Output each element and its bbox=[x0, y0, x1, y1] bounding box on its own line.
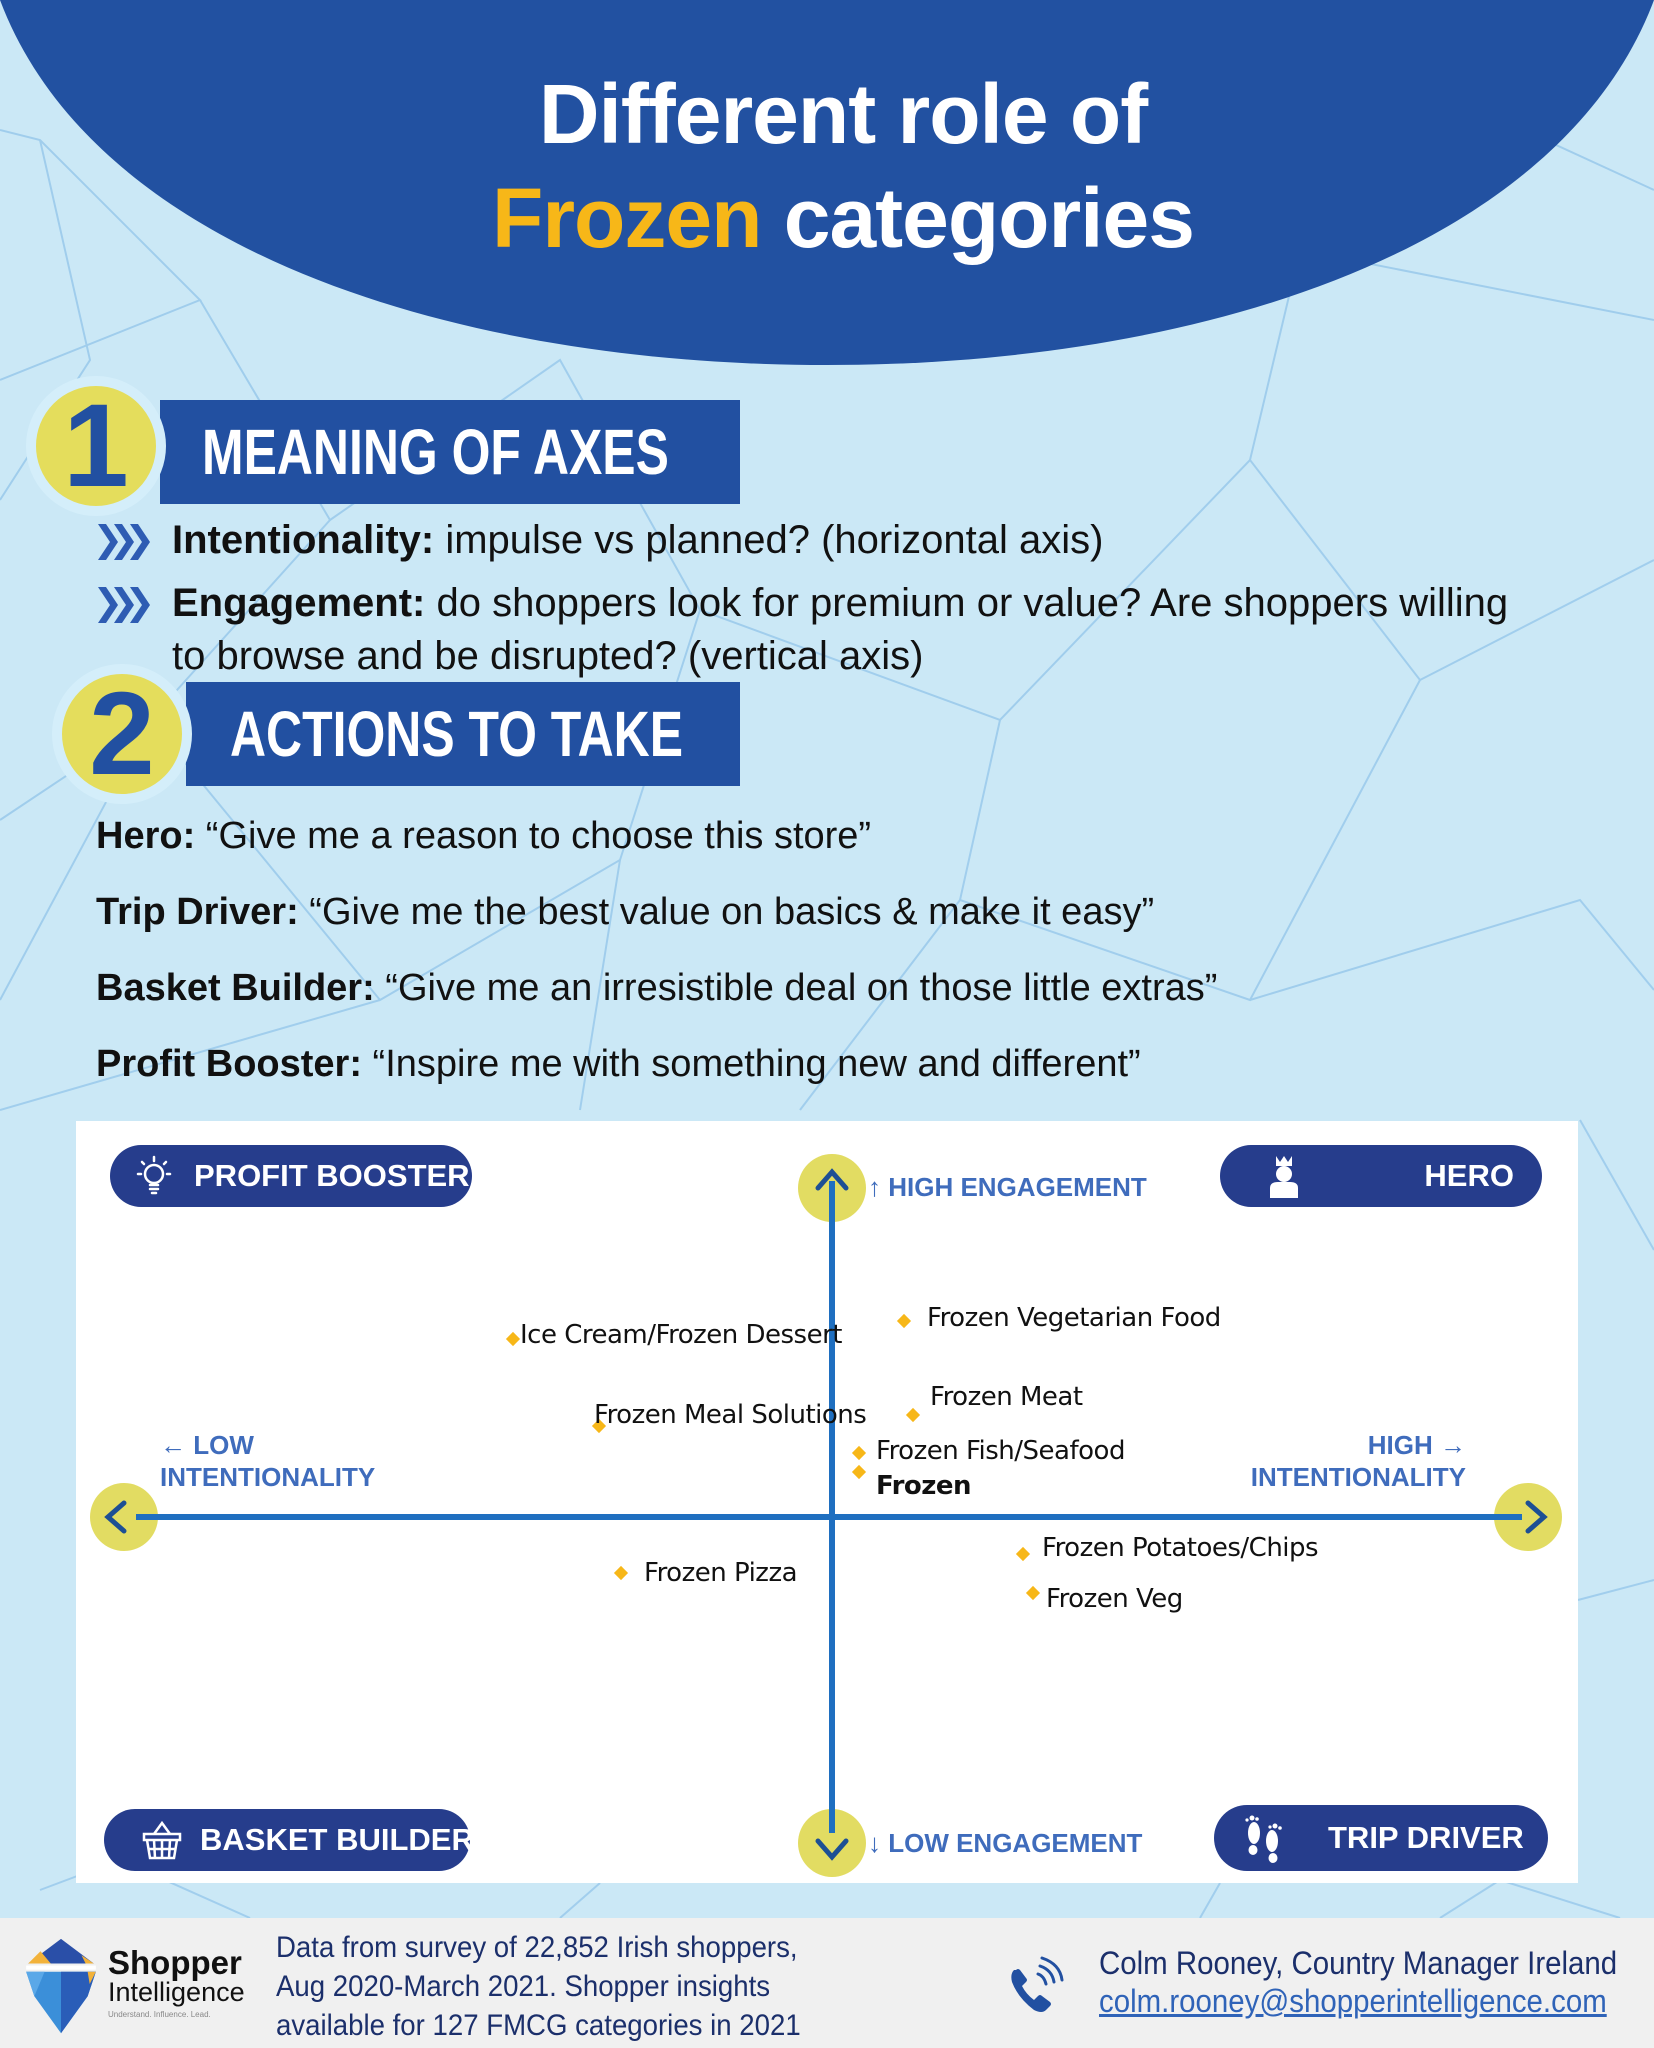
axis-up-arrow bbox=[798, 1154, 866, 1222]
page-title bbox=[0, 62, 1654, 270]
quadrant-label: PROFIT BOOSTER bbox=[194, 1158, 470, 1193]
data-point-label: Frozen Meat bbox=[930, 1382, 1083, 1412]
contact-email-link[interactable]: colm.rooney@shopperintelligence.com bbox=[1099, 1983, 1607, 2019]
quadrant-label: BASKET BUILDER bbox=[200, 1822, 474, 1857]
axis-label-line: INTENTIONALITY bbox=[1250, 1462, 1466, 1492]
bullet-term: Intentionality: bbox=[172, 518, 435, 562]
data-point-label: Frozen Vegetarian Food bbox=[927, 1303, 1221, 1333]
section-1-bar bbox=[160, 400, 740, 504]
data-point-label: Frozen Veg bbox=[1046, 1584, 1183, 1614]
data-point-label: Ice Cream/Frozen Dessert bbox=[520, 1320, 842, 1350]
survey-note-line: Data from survey of 22,852 Irish shoppers, bbox=[276, 1931, 798, 1964]
title-line-2 bbox=[0, 166, 1654, 270]
quadrant-chart bbox=[76, 1121, 1578, 1883]
title-line-2-rest: categories bbox=[761, 171, 1194, 265]
footprints-icon bbox=[1242, 1811, 1286, 1865]
action-role: Profit Booster: bbox=[96, 1043, 362, 1085]
data-point-label: Frozen Fish/Seafood bbox=[876, 1436, 1125, 1466]
quadrant-label: TRIP DRIVER bbox=[1328, 1820, 1524, 1855]
quadrant-hero bbox=[1220, 1145, 1542, 1207]
triple-chevron-icon bbox=[98, 587, 158, 623]
triple-chevron-icon bbox=[98, 524, 158, 560]
action-role: Trip Driver: bbox=[96, 891, 299, 933]
footer bbox=[0, 1918, 1654, 2048]
basket-icon bbox=[140, 1818, 184, 1862]
quadrant-basket-builder bbox=[104, 1809, 474, 1871]
axis-left-arrow bbox=[90, 1483, 158, 1551]
action-quote: “Inspire me with something new and different” bbox=[362, 1043, 1141, 1085]
logo-wordmark-intelligence: Intelligence bbox=[108, 1977, 245, 2007]
axis-label-high-intentionality bbox=[1240, 1429, 1466, 1493]
axis-right-arrow bbox=[1494, 1483, 1562, 1551]
action-hero bbox=[96, 812, 871, 860]
section-2-heading: ACTIONS TO TAKE bbox=[230, 698, 683, 770]
axis-label-low-intentionality bbox=[160, 1429, 375, 1493]
crowned-person-icon bbox=[1262, 1154, 1306, 1198]
action-quote: “Give me an irresistible deal on those little extras” bbox=[374, 967, 1218, 1009]
phone-icon bbox=[1004, 1954, 1068, 2018]
axis-label-line: HIGH → bbox=[1367, 1430, 1466, 1460]
survey-note-line: Aug 2020-March 2021. Shopper insights bbox=[276, 1970, 771, 2003]
axis-label-low-engagement: ↓ LOW ENGAGEMENT bbox=[868, 1828, 1143, 1858]
section-2-number: 2 bbox=[52, 664, 192, 804]
bullet-text: do shoppers look for premium or value? Are shoppers willing bbox=[425, 581, 1509, 625]
action-role: Hero: bbox=[96, 815, 196, 857]
axis-label-line: ← LOW bbox=[160, 1430, 254, 1460]
quadrant-trip-driver bbox=[1214, 1805, 1548, 1871]
arrow-right-icon bbox=[1494, 1483, 1562, 1551]
bullet-term: Engagement: bbox=[172, 581, 426, 625]
section-1-heading: MEANING OF AXES bbox=[202, 416, 669, 488]
section-2-bar bbox=[186, 682, 740, 786]
data-point-label: Frozen Potatoes/Chips bbox=[1042, 1533, 1319, 1563]
axis-down-arrow bbox=[798, 1809, 866, 1877]
data-point-label-frozen: Frozen bbox=[876, 1471, 972, 1501]
axis-label-high-engagement: ↑ HIGH ENGAGEMENT bbox=[868, 1172, 1147, 1202]
section-1-number: 1 bbox=[26, 376, 166, 516]
lightbulb-icon bbox=[132, 1154, 176, 1198]
axis-label-line: INTENTIONALITY bbox=[160, 1462, 376, 1492]
logo-wordmark-shopper: Shopper bbox=[108, 1944, 242, 1981]
contact-name: Colm Rooney, Country Manager Ireland bbox=[1099, 1945, 1618, 1981]
action-quote: “Give me the best value on basics & make it easy” bbox=[298, 891, 1155, 933]
quadrant-profit-booster bbox=[110, 1145, 472, 1207]
action-quote: “Give me a reason to choose this store” bbox=[195, 815, 872, 857]
bullet-text: impulse vs planned? (horizontal axis) bbox=[434, 518, 1104, 562]
chart-axes bbox=[76, 1121, 1578, 1883]
arrow-left-icon bbox=[90, 1483, 158, 1551]
quadrant-label: HERO bbox=[1424, 1158, 1514, 1193]
data-point-label: Frozen Pizza bbox=[644, 1558, 798, 1588]
data-point-label: Frozen Meal Solutions bbox=[594, 1400, 867, 1430]
survey-note bbox=[276, 1928, 828, 2045]
arrow-down-icon bbox=[798, 1809, 866, 1877]
survey-note-line: available for 127 FMCG categories in 2021 bbox=[276, 2009, 801, 2042]
shopper-intelligence-logo-icon bbox=[20, 1932, 102, 2036]
action-trip-driver bbox=[96, 888, 1154, 936]
title-accent-word: Frozen bbox=[492, 171, 762, 265]
action-basket-builder bbox=[96, 964, 1217, 1012]
action-profit-booster bbox=[96, 1040, 1141, 1088]
title-line-1: Different role of bbox=[538, 67, 1148, 161]
arrow-up-icon bbox=[798, 1154, 866, 1222]
bullet-engagement-continuation: to browse and be disrupted? (vertical axis) bbox=[172, 634, 924, 678]
action-role: Basket Builder: bbox=[96, 967, 375, 1009]
logo-tagline: Understand. Influence. Lead. bbox=[108, 2010, 211, 2019]
